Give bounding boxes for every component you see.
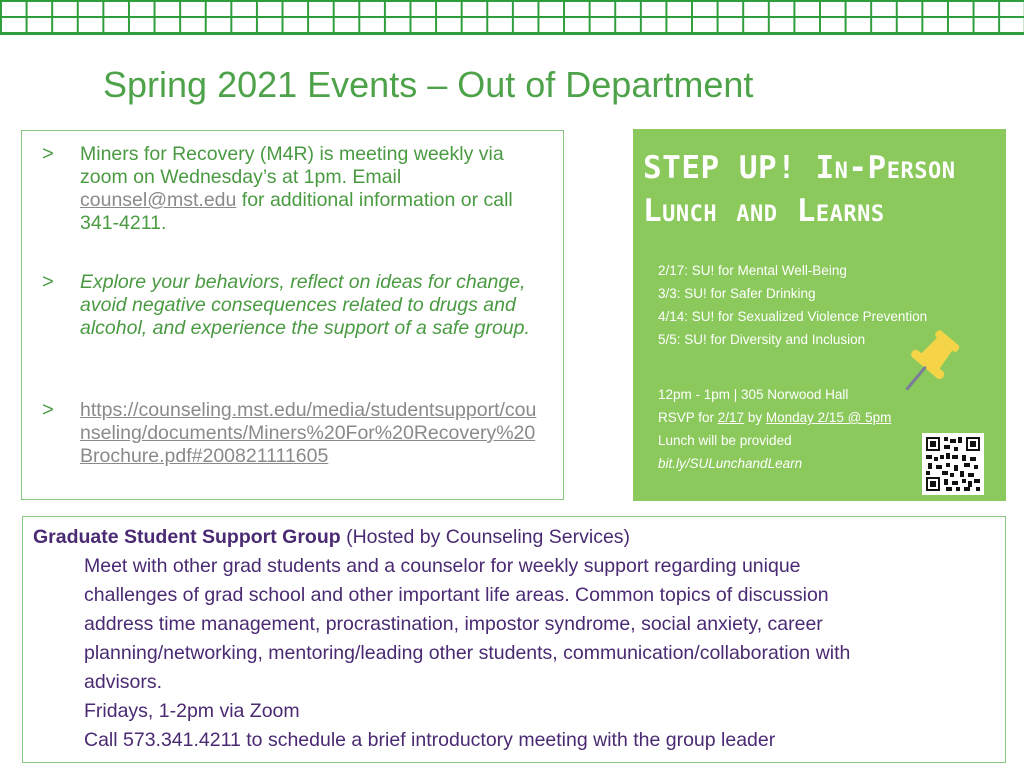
- poster-event-item: 5/5: SU! for Diversity and Inclusion: [658, 332, 866, 347]
- m4r-text-after: for additional information or call 341-4211.: [80, 189, 513, 234]
- brochure-link-wrapper: [80, 399, 542, 468]
- poster-lunch: Lunch will be provided: [658, 433, 792, 448]
- rsvp-by: by: [744, 410, 766, 425]
- bullet-arrow-icon: >: [42, 399, 54, 421]
- page-title: Spring 2021 Events – Out of Department: [103, 64, 754, 105]
- poster-title: [643, 147, 998, 233]
- grad-group-description: [84, 552, 1004, 755]
- m4r-meeting-text: [80, 143, 542, 235]
- poster-event-item: 3/3: SU! for Safer Drinking: [658, 286, 816, 301]
- poster-title-line1: STEP UP! In-Person: [643, 150, 956, 186]
- brochure-link[interactable]: https://counseling.mst.edu/media/studentsupport/counseling/documents/Miners%20For%20Recovery%20Brochure.pdf#200821111605: [80, 399, 537, 467]
- list-item-brochure-link: [42, 399, 542, 468]
- qr-code-icon[interactable]: [922, 433, 984, 495]
- m4r-description-text: Explore your behaviors, reflect on ideas for change, avoid negative consequences related to drugs and alcohol, and experience the support of a safe group.: [80, 271, 530, 339]
- grad-group-line: Meet with other grad students and a counselor for weekly support regarding unique: [84, 555, 801, 577]
- poster-time-place: 12pm - 1pm | 305 Norwood Hall: [658, 387, 849, 402]
- grad-support-group-box: [22, 516, 1006, 763]
- grad-group-contact: Call 573.341.4211 to schedule a brief introductory meeting with the group leader: [84, 729, 776, 751]
- grad-group-title: Graduate Student Support Group: [33, 526, 341, 548]
- rsvp-prefix: RSVP for: [658, 410, 718, 425]
- bullet-arrow-icon: >: [42, 271, 54, 293]
- pushpin-icon: [888, 324, 968, 404]
- rsvp-date: 2/17: [717, 410, 745, 425]
- poster-details: [658, 383, 891, 475]
- email-link[interactable]: counsel@mst.edu: [80, 189, 237, 211]
- grad-group-schedule: Fridays, 1-2pm via Zoom: [84, 700, 300, 722]
- rsvp-deadline: Monday 2/15 @ 5pm: [765, 410, 892, 425]
- grad-group-line: challenges of grad school and other important life areas. Common topics of discussion: [84, 584, 829, 606]
- grad-group-line: address time management, procrastination, impostor syndrome, social anxiety, career: [84, 613, 823, 635]
- grad-group-line: advisors.: [84, 671, 163, 693]
- bullet-arrow-icon: >: [42, 143, 54, 165]
- grad-group-line: planning/networking, mentoring/leading other students, communication/collaboration with: [84, 642, 851, 664]
- poster-short-link[interactable]: bit.ly/SULunchandLearn: [658, 456, 803, 471]
- poster-event-item: 4/14: SU! for Sexualized Violence Prevention: [658, 309, 928, 324]
- grad-group-heading: [33, 523, 630, 552]
- poster-title-line2: Lunch and Learns: [643, 193, 885, 229]
- poster-event-item: 2/17: SU! for Mental Well-Being: [658, 263, 847, 278]
- grad-group-host: (Hosted by Counseling Services): [340, 526, 631, 548]
- poster-event-list: [658, 259, 927, 351]
- list-item-m4r-meeting: [42, 143, 542, 235]
- m4r-info-box: [21, 130, 564, 500]
- header-grid-decoration: [0, 0, 1024, 35]
- m4r-text-before: Miners for Recovery (M4R) is meeting weekly via zoom on Wednesday’s at 1pm. Email: [80, 143, 504, 188]
- poster-rsvp: [658, 406, 891, 429]
- list-item-m4r-description: [42, 271, 542, 340]
- step-up-poster: [633, 129, 1006, 501]
